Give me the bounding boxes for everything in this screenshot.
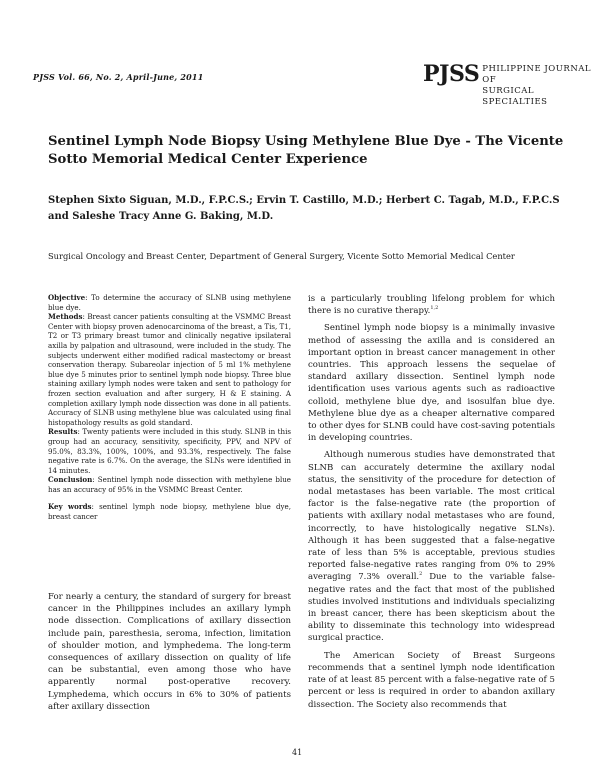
results-label: Results [48,427,78,437]
objective-label: Objective [48,293,86,302]
right-paragraph-4: The American Society of Breast Surgeons recommends that a sentinel lymph node identification rate of at least 85 percent with a false-negative rate of 5 percent or less is required in order to abandon axillary dissection. The Society also recommends that [308,650,555,710]
conclusion-label: Conclusion [48,475,93,485]
article-title: Sentinel Lymph Node Biopsy Using Methylene Blue Dye - The Vicente Sotto Memorial Medical Center Experience [48,134,564,167]
objective-text: : To determine the accuracy of SLNB using methylene blue dye. [48,293,291,312]
right-para3-text: Although numerous studies have demonstrated that SLNB can accurately determine the axillary nodal status, the sensitivity of the procedure for detection of nodal metastases has been variable. The most critical factor is the false-negative rate (the proportion of patients with axillary nodal metastases who are found, incorrectly, to have histologically negative SLNs). Although it has been suggested that a false-negative rate of less than 5% is acceptable, previous studies reported false-negative rates ranging from 0% to 29% averaging 7.3% overall. [308,450,555,583]
abstract [48,293,291,522]
citation-1: 1,2 [430,305,439,312]
keywords-label: Key words [48,502,92,512]
authors [48,193,568,225]
keywords-text: : sentinel lymph node biopsy, methylene blue dye, breast cancer [48,502,291,522]
affiliation: Surgical Oncology and Breast Center, Department of General Surgery, Vicente Sotto Memorial Medical Center [48,251,515,261]
right-column [308,293,555,711]
authors-line1: Stephen Sixto Siguan, M.D., F.P.C.S.; Ervin T. Castillo, M.D.; Herbert C. Tagab, M.D., F.P.C.S [48,195,560,206]
right-paragraph-1 [308,293,555,317]
intro-paragraph: For nearly a century, the standard of surgery for breast cancer in the Philippines includes an axillary lymph node dissection. Complications of axillary dissection include pain, paresthesia, seroma, infection, limitation of shoulder motion, and lymphedema. The long-term consequences of axillary dissection on quality of life can be substantial, even among those who have apparently normal post-operative recovery. Lymphedema, which occurs in 6% to 30% of patients after axillary dissection [48,592,291,712]
right-paragraph-2: Sentinel lymph node biopsy is a minimally invasive method of assessing the axilla and is considered an important option in breast cancer management in other countries. This approach lessens the sequelae of standard axillary dissection. Sentinel lymph node identification uses various agents such as radioactive colloid, methylene blue dye, and isosulfan blue dye. Methylene blue dye as a cheaper alternative compared to other dyes for SLNB could have cost-saving potentials in developing countries. [308,323,555,444]
logo-mark: PJSS [423,61,480,87]
logo-line1: PHILIPPINE JOURNAL OF [482,64,592,85]
intro-column [48,591,291,713]
right-paragraph-3 [308,449,555,644]
authors-line2: and Saleshe Tracy Anne G. Baking, M.D. [48,211,274,222]
abstract-objective [48,293,291,312]
methods-text: : Breast cancer patients consulting at the VSMMC Breast Center with biopsy proven adenocarcinoma of the breast, a Tis, T1, T2 or T3 primary breast tumor and clinically negative ipsilateral axilla by palpation and ultrasound, were included in the study. The subjects underwent either modified radical mastectomy or breast conservation therapy. Subareolar injection of 5 ml 1% methylene blue dye 5 minutes prior to sentinel lymph node biopsy. Three blue staining axillary lymph nodes were taken and sent to pathology for frozen section evaluation and after surgery, H & E staining. A completion axillary lymph node dissection was done in all patients. Accuracy of SLNB using methylene blue was calculated using final histopathology results as gold standard. [48,312,291,427]
abstract-conclusion [48,475,291,494]
methods-label: Methods [48,312,83,322]
results-text: : Twenty patients were included in this study. SLNB in this group had an accuracy, sensitivity, specificity, PPV, and NPV of 95.0%, 83.3%, 100%, 100%, and 93.3%, respectively. The false negative rate is 6.7%. On the average, the SLNs were identified in 14 minutes. [48,427,291,475]
logo-text [482,64,600,108]
keywords [48,502,291,521]
right-para3-cont: Due to the variable false-negative rates and the fact that most of the published studies involved institutions and individuals specializing in breast cancer, there has been skepticism about the ability to disseminate this technology into widespread surgical practice. [308,572,555,644]
logo-line2: SURGICAL SPECIALTIES [482,86,548,107]
abstract-methods [48,312,291,427]
journal-issue: PJSS Vol. 66, No. 2, April-June, 2011 [33,72,204,82]
citation-2: 2 [419,571,423,578]
abstract-results [48,427,291,475]
page-number: 41 [292,748,303,757]
journal-logo [423,63,600,108]
conclusion-text: : Sentinel lymph node dissection with methylene blue has an accuracy of 95% in the VSMMC Breast Center. [48,475,291,494]
right-para1-text: is a particularly troubling lifelong problem for which there is no curative therapy. [308,294,555,317]
